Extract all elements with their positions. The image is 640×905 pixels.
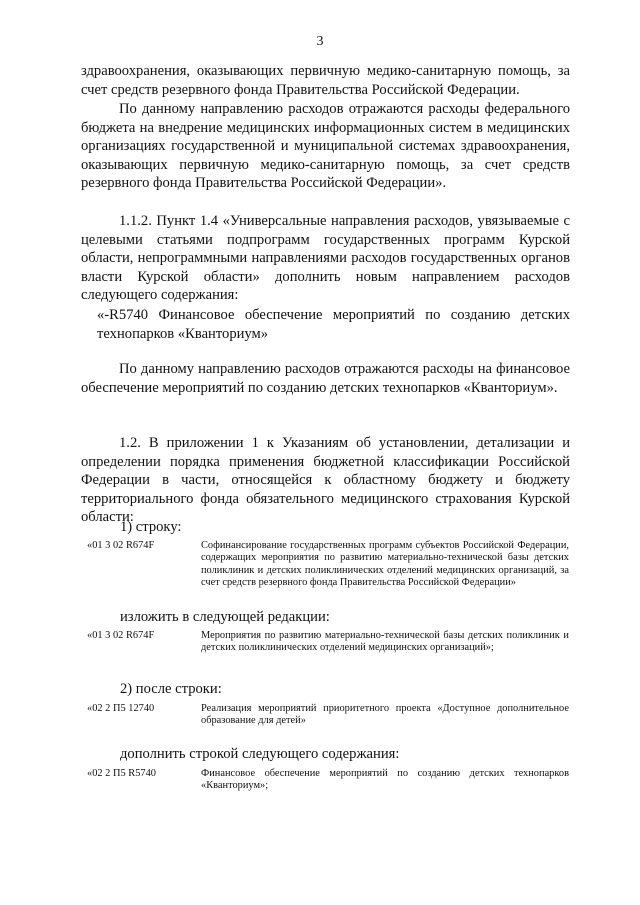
entry-code-2: «01 3 02 R674F [87, 630, 155, 641]
paragraph-1-1-2: 1.1.2. Пункт 1.4 «Универсальные направления расходов, увязываемые с целевыми статьями подпрограмм государственных программ Курской области, непрограммными направлениями расходов государственных органов власти Курской области» дополнить новым направлением расходов следующего содержания: [81, 213, 570, 304]
caption-new-edition: изложить в следующей редакции: [120, 609, 330, 625]
entry-code-1: «01 3 02 R674F [87, 540, 155, 551]
entry-code-4: «02 2 П5 R5740 [87, 768, 156, 779]
entry-text-3: Реализация мероприятий приоритетного проекта «Доступное дополнительное образование для детей» [201, 703, 569, 727]
entry-text-4: Финансовое обеспечение мероприятий по созданию детских технопарков «Кванториум»; [201, 768, 569, 792]
paragraph-continuation: здравоохранения, оказывающих первичную медико-санитарную помощь, за счет средств резервного фонда Правительства Российской Федерации. [81, 63, 570, 98]
entry-text-2: Мероприятия по развитию материально-технической базы детских поликлиник и детских поликлинических отделений медицинских организаций»; [201, 630, 569, 654]
paragraph-expense-direction: По данному направлению расходов отражаются расходы федерального бюджета на внедрение медицинских информационных систем в медицинских организациях государственной и муниципальной системах здравоохранения, оказывающих первичную медико-санитарную помощь, за счет средств резервного фонда Правительства Российской Федерации». [81, 101, 570, 192]
paragraph-1-2: 1.2. В приложении 1 к Указаниям об установлении, детализации и определении порядка применения бюджетной классификации Российской Федерации в части, относящейся к областному бюджету и бюджету территориального фонда обязательного медицинского страхования Курской области: [81, 435, 570, 526]
page-number: 3 [316, 34, 324, 49]
paragraph-r5740-description: По данному направлению расходов отражаются расходы на финансовое обеспечение мероприятий по созданию детских технопарков «Кванториум». [81, 361, 570, 396]
caption-row-1: 1) строку: [120, 519, 182, 535]
entry-text-1: Софинансирование государственных программ субъектов Российской Федерации, содержащих мероприятия по развитию материально-технической базы детских поликлиник и детских поликлинических отделений медицинских организаций, за счет средств резервного фонда Правительства Российской Федерации» [201, 540, 569, 589]
caption-add-row: дополнить строкой следующего содержания: [120, 746, 400, 762]
entry-code-3: «02 2 П5 12740 [87, 703, 155, 714]
caption-after-row: 2) после строки: [120, 681, 222, 697]
paragraph-r5740-quote: «-R5740 Финансовое обеспечение мероприятий по созданию детских технопарков «Кванториум» [97, 307, 570, 342]
